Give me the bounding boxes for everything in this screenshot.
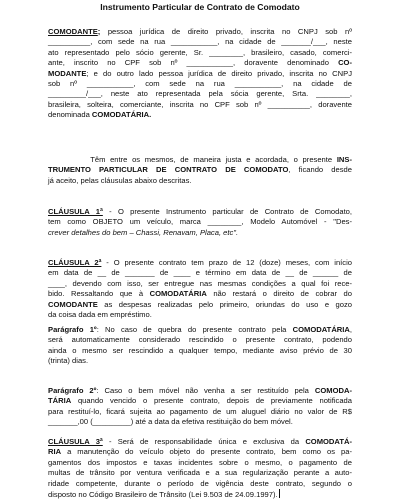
text-line [48, 489, 352, 499]
text-cursor [279, 489, 280, 498]
text-line: _________/___, neste ato representada pela sócia gerente, Srta. ________, [48, 89, 352, 99]
text-line: COMODANTE; pessoa jurídica de direito privado, inscrita no CNPJ sob nº [48, 27, 352, 36]
document-title: Instrumento Particular de Contrato de Comodato [100, 2, 300, 12]
text-line: para restituí-lo, ficará sujeita ao pagamento de um aluguel diário no valor de R$ [48, 406, 352, 416]
text-line: da coisa dada em empréstimo. [48, 309, 152, 319]
text-line: ainda o mesmo ser rescindido a qualquer tempo, mediante aviso prévio de 30 [48, 345, 352, 355]
text-line: Têm entre os mesmos, de maneira justa e acordada, o presente INS- [48, 155, 352, 164]
text-line: ____, devendo com isso, ser entregue nas mesmas condições a qual foi rece- [48, 278, 352, 288]
text-line: multas de trânsito por ventura verificada e a sua regularização perante a auto- [48, 468, 352, 478]
text-line: Parágrafo 2º: Caso o bem móvel não venha a ser restituído pela COMODA- [48, 386, 352, 395]
text-line: brasileira, solteira, comerciante, inscrita no CPF sob nº __________, doravente [48, 99, 352, 109]
text-line: (trinta) dias. [48, 356, 89, 366]
text-line: crever detalhes do bem – Chassi, Renavam, Placa, etc". [48, 227, 239, 237]
text-line: CLÁUSULA 1ª - O presente Instrumento particular de Contrato de Comodato, [48, 207, 353, 216]
text-line: MODANTE; e do outro lado pessoa jurídica de direito privado, inscrita no CNPJ [48, 68, 352, 78]
text-line: CLÁUSULA 3ª - Será de responsabilidade única e exclusiva da COMODATÁ- [48, 437, 352, 446]
clausula-2 [48, 258, 352, 320]
text-line: RIA a manutenção do veículo objeto do presente contrato, bem como os pa- [48, 447, 352, 457]
paragrafo-1 [48, 325, 352, 367]
text-line: tem como OBJETO um veículo, marca ________, Modelo Automóvel - "Des- [48, 217, 352, 227]
text-line: sob nº ___________, com sede na rua ___________, na cidade de [48, 78, 352, 88]
text-line: TÁRIA quando vencido o presente contrato, depois de previamente notificada [48, 396, 352, 406]
text-line: em data de __ de _______ de ____ e término em data de __ de ______ de [48, 268, 352, 278]
text-line-content: disposto no Código Brasileiro de Trânsito (Lei 9.503 de 24.09.1997). [48, 489, 278, 499]
text-line: ante, inscrito no CPF sob nº ___________, doravente denominado CO- [48, 58, 352, 68]
text-line: gamentos dos impostos e taxas incidentes sobre o mesmo, o pagamento de [48, 457, 352, 467]
text-line: ato representado pelo sócio gerente, Sr. ________, brasileiro, casado, comerci- [48, 47, 352, 57]
text-line: já aceito, pelas cláusulas abaixo descritas. [48, 175, 192, 185]
intro-paragraph [48, 155, 352, 186]
text-line: Parágrafo 1º: No caso de quebra do presente contrato pela COMODATÁRIA, [48, 325, 353, 334]
text-line: denominada COMODATÁRIA. [48, 110, 152, 120]
text-line: será automaticamente considerado rescindido o presente contrato, podendo [48, 335, 352, 345]
text-line: ridade competente, durante o período de vigência deste contrato, segundo o [48, 478, 352, 488]
paragrafo-2 [48, 386, 352, 428]
clausula-3 [48, 437, 352, 499]
text-line: TRUMENTO PARTICULAR DE CONTRATO DE COMODATO, ficando desde [48, 165, 352, 175]
text-line: _______,00 (_________) até a data da efetiva restituição do bem móvel. [48, 417, 293, 427]
text-line: __________, com sede na rua ___________, na cidade de _______/___, neste [48, 37, 352, 47]
clausula-1 [48, 207, 352, 238]
parties-paragraph [48, 27, 352, 121]
text-line: CLÁUSULA 2ª - O presente contrato tem prazo de 12 (doze) meses, com início [48, 258, 353, 267]
text-line: COMODANTE as despesas realizadas pelo primeiro, oriundas do uso e gozo [48, 299, 352, 309]
text-line: bido. Ressaltando que à COMODATÁRIA não restará o direito de cobrar do [48, 289, 352, 299]
